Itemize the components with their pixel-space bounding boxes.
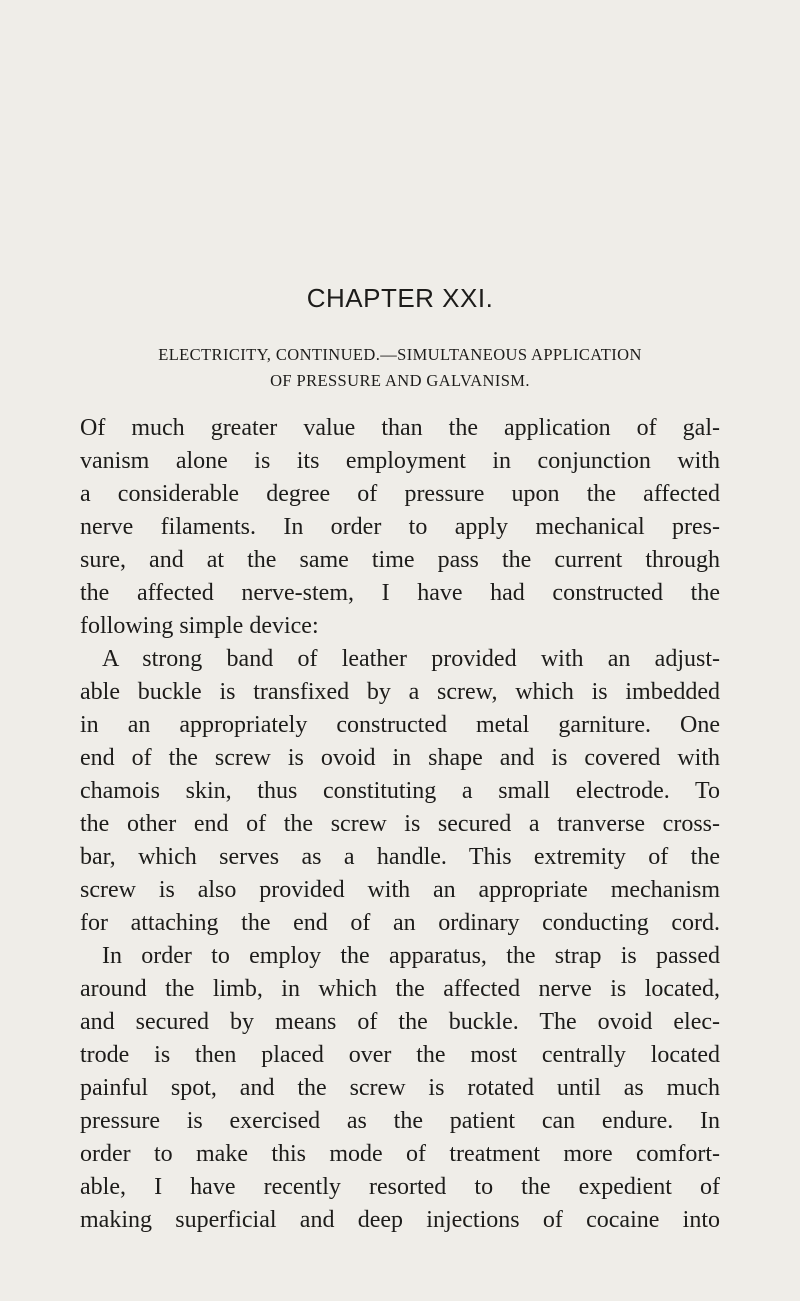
- text-line: bar, which serves as a handle. This extremity of the: [80, 844, 720, 870]
- chapter-subtitle: [80, 342, 720, 394]
- text-line: sure, and at the same time pass the current through: [80, 547, 720, 573]
- text-line: able buckle is transfixed by a screw, which is imbedded: [80, 679, 720, 705]
- text-line: making superficial and deep injections of cocaine into: [80, 1207, 720, 1233]
- book-page: [80, 0, 720, 1301]
- text-line: in an appropriately constructed metal garniture. One: [80, 712, 720, 738]
- text-line: end of the screw is ovoid in shape and is covered with: [80, 745, 720, 771]
- chapter-subtitle-line: ELECTRICITY, CONTINUED.—SIMULTANEOUS APPLICATION: [158, 345, 642, 364]
- body-text: [80, 412, 720, 1237]
- text-line: Of much greater value than the application of gal-: [80, 415, 720, 441]
- text-line: chamois skin, thus constituting a small electrode. To: [80, 778, 720, 804]
- text-line: able, I have recently resorted to the expedient of: [80, 1174, 720, 1200]
- text-line: In order to employ the apparatus, the strap is passed: [102, 943, 720, 969]
- text-line: trode is then placed over the most centrally located: [80, 1042, 720, 1068]
- text-line: a considerable degree of pressure upon the affected: [80, 481, 720, 507]
- chapter-subtitle-line: OF PRESSURE AND GALVANISM.: [270, 371, 530, 390]
- text-line: screw is also provided with an appropriate mechanism: [80, 877, 720, 903]
- text-line: around the limb, in which the affected nerve is located,: [80, 976, 720, 1002]
- text-line: vanism alone is its employment in conjunction with: [80, 448, 720, 474]
- text-line: nerve filaments. In order to apply mechanical pres-: [80, 514, 720, 540]
- text-line: pressure is exercised as the patient can endure. In: [80, 1108, 720, 1134]
- text-line: painful spot, and the screw is rotated until as much: [80, 1075, 720, 1101]
- text-line: following simple device:: [80, 613, 319, 639]
- text-line: A strong band of leather provided with an adjust-: [102, 646, 720, 672]
- text-line: and secured by means of the buckle. The ovoid elec-: [80, 1009, 720, 1035]
- text-line: for attaching the end of an ordinary conducting cord.: [80, 910, 720, 936]
- text-line: the affected nerve-stem, I have had constructed the: [80, 580, 720, 606]
- chapter-title: CHAPTER XXI.: [306, 283, 494, 313]
- text-line: order to make this mode of treatment more comfort-: [80, 1141, 720, 1167]
- text-line: the other end of the screw is secured a tranverse cross-: [80, 811, 720, 837]
